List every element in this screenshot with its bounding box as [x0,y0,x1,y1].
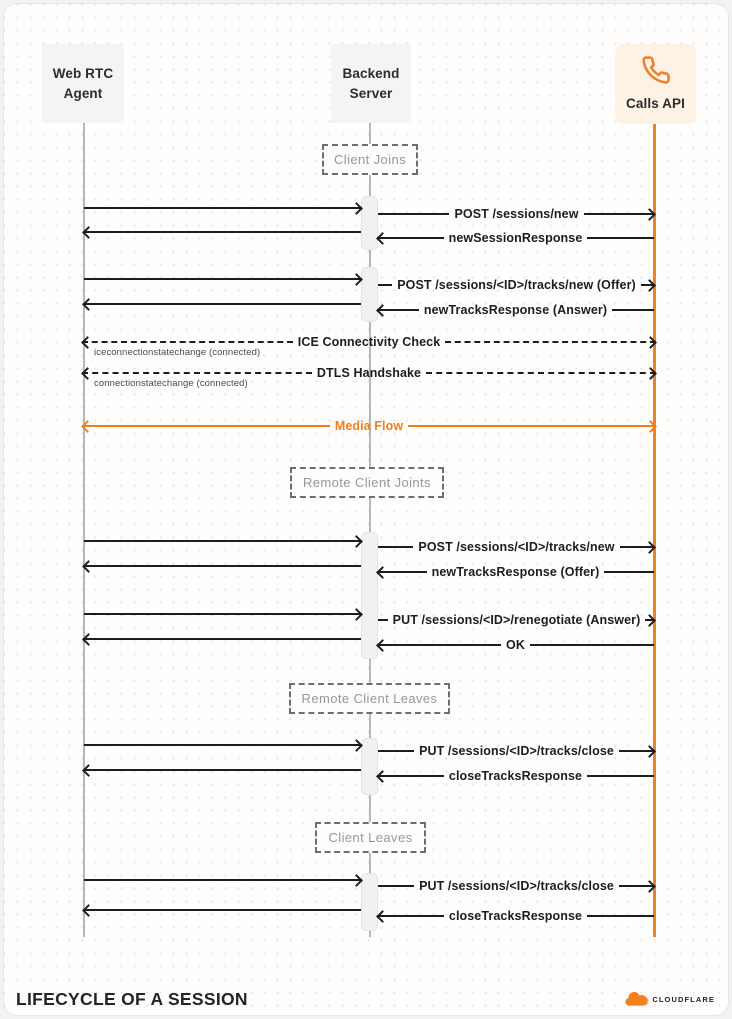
message-label: DTLS Handshake [316,366,422,380]
phase-label: Client Joins [334,152,406,167]
activation-bar [361,738,378,795]
arrowhead-left-icon [376,910,389,923]
activation-bar [361,196,378,250]
message-label: newTracksResponse (Answer) [423,303,608,317]
message-label: POST /sessions/<ID>/tracks/new (Offer) [397,278,636,292]
message-label: POST /sessions/new [454,207,579,221]
arrowhead-left-icon [376,304,389,317]
actor-webrtc-agent [42,44,124,123]
arrowhead-left-icon [376,232,389,245]
phone-icon [641,55,671,85]
cloudflare-cloud-icon [624,992,649,1006]
message-label: Media Flow [334,419,404,433]
message-label: newSessionResponse [448,231,583,245]
phase-label: Remote Client Leaves [301,691,438,706]
phase-remote-client-leaves [289,683,450,714]
message-label: ICE Connectivity Check [297,335,441,349]
activation-bar [361,873,378,931]
actor-label: Calls API [626,95,685,111]
actor-calls-api [615,44,696,124]
arrowhead-left-icon [376,639,389,652]
arrowhead-left-icon [376,770,389,783]
actor-backend-server [331,44,411,123]
diagram-canvas [3,3,729,1016]
phase-remote-client-joints [290,467,444,498]
phase-label: Remote Client Joints [303,475,431,490]
activation-bar [361,267,378,322]
message-label: closeTracksResponse [448,769,583,783]
activation-bar [361,532,378,659]
annotation-dtls: connectionstatechange (connected) [94,378,248,389]
phase-client-leaves [315,822,426,853]
lifeline-webrtc-agent [83,123,85,937]
lifeline-calls-api [653,123,656,937]
message-label: OK [506,638,525,652]
phase-label: Client Leaves [328,830,413,845]
message-label: closeTracksResponse [448,909,583,923]
message-label: PUT /sessions/<ID>/renegotiate (Answer) [392,613,641,627]
message-label: POST /sessions/<ID>/tracks/new [418,540,615,554]
message-label: PUT /sessions/<ID>/tracks/close [419,744,614,758]
message-label: PUT /sessions/<ID>/tracks/close [419,879,614,893]
brand-text: CLOUDFLARE [652,994,715,1004]
page-title: LIFECYCLE OF A SESSION [16,989,248,1009]
cloudflare-logo [624,992,715,1006]
actor-label: Web RTC Agent [52,65,114,101]
arrowhead-left-icon [376,566,389,579]
actor-label: Backend Server [342,65,400,101]
phase-client-joins [322,144,418,175]
annotation-ice: iceconnectionstatechange (connected) [94,347,261,358]
message-label: newTracksResponse (Offer) [431,565,600,579]
